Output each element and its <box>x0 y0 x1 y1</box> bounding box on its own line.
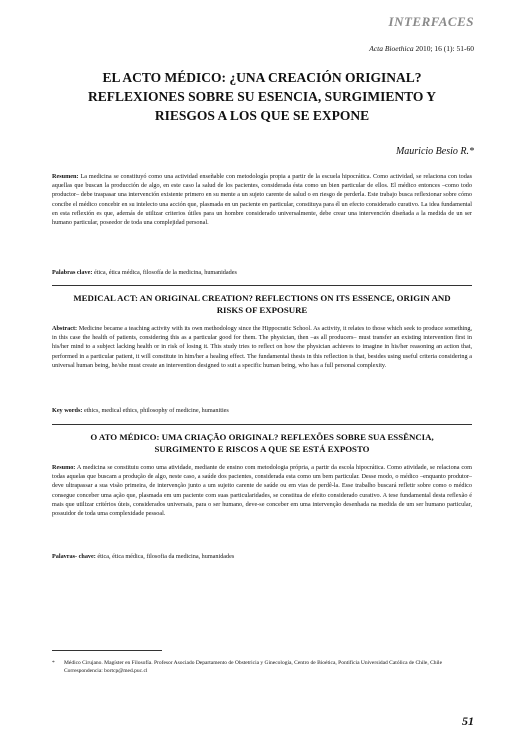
abstract-pt-title-line: O ATO MÉDICO: UMA CRIAÇÃO ORIGINAL? REFLEXÕES SOBRE SUA ESSÊNCIA, <box>90 432 434 442</box>
abstract-pt <box>52 463 472 518</box>
journal-volume: 2010; 16 (1): 51-60 <box>415 44 474 53</box>
footnote-affiliation: Médico Cirujano. Magíster en Filosofía. Profesor Asociado Departamento de Obstetricia y Ginecología, Centro de Bioética, Pontificia Universidad Católica de Chile, Chile <box>64 660 443 666</box>
journal-citation <box>369 44 474 53</box>
footnote-correspondence: Correspondencia: bortcp@med.puc.cl <box>64 668 148 675</box>
abstract-en-label: Abstract: <box>52 325 78 332</box>
keywords-pt-label: Palavras- chave: <box>52 553 96 560</box>
keywords-en-text: ethics, medical ethics, philosophy of medicine, humanities <box>83 407 229 414</box>
abstract-es <box>52 172 472 227</box>
abstract-en-title-line: MEDICAL ACT: AN ORIGINAL CREATION? REFLECTIONS ON ITS ESSENCE, ORIGIN AND <box>73 293 451 303</box>
abstract-en-title <box>70 292 454 316</box>
section-divider <box>52 424 472 425</box>
author: Mauricio Besio R.* <box>395 146 474 157</box>
article-title <box>70 68 454 125</box>
abstract-pt-text: A medicina se constituiu como uma atividade, mediante de ensino com metodologia própria, a partir da escola hipocrática. Como atividade, se relaciona com todas aquelas que buscam a produção de algo, neste caso, a saúde dos pacientes, considerada esta como um bem particular. Desse modo, o médico –enquanto produtor– deve ultrapassar a sua visão primeira, de intervenção junto a um sujeito carente de saúde ou em vias de perdê-la. Esse trabalho buscará refletir sobre como o médico consegue conceber uma ação que, plasmada em um paciente com suas particularidades, se constitua de efeito considerado curativo. A tese fundamental desta reflexão é mais que utilizar critérios úteis, considerados universais, para o ser humano, deve-se conceber em uma intervenção desenhada na medida de um ser humano particular, possuidor de toda uma complexidade pessoal. <box>52 464 472 518</box>
keywords-pt-text: ética, ética médica, filosofia da medicina, humanidades <box>97 553 235 560</box>
abstract-en-title-line: RISKS OF EXPOSURE <box>216 305 308 315</box>
article-title-line: RIESGOS A LOS QUE SE EXPONE <box>154 108 370 123</box>
abstract-pt-label: Resumo: <box>52 464 76 471</box>
section-divider <box>52 285 472 286</box>
journal-name: Acta Bioethica <box>369 44 414 53</box>
abstract-es-text: La medicina se constituyó como una actividad enseñable con metodología propia a partir de la escuela hipocrática. Como actividad, se relaciona con todas aquellas que buscan la producción de algo, en este caso la salud de los pacientes, considerada ésta como un bien particular de ellos. El médico entonces –como todo productor– debe traspasar una intervención existente primero en su mente a un sujeto carente de salud o en riesgo de perderla. Este trabajo busca reflexionar sobre cómo concibe el médico concebir en su intelecto una acción que, plasmada en un paciente en particular, constituya para él un efecto considerado curativo. La idea fundamental en esta reflexión es que, además de utilizar criterios útiles para un hombre considerado universalmente, debe crear una intervención diseñada a la medida de un ser humano particular, poseedor de toda una complejidad personal. <box>52 173 473 227</box>
keywords-en-label: Key words: <box>52 407 83 414</box>
keywords-es <box>52 268 472 277</box>
keywords-pt <box>52 552 472 561</box>
article-title-line: EL ACTO MÉDICO: ¿UNA CREACIÓN ORIGINAL? <box>102 70 422 85</box>
abstract-pt-title <box>70 431 454 455</box>
keywords-es-text: ética, ética médica, filosofía de la medicina, humanidades <box>93 269 237 276</box>
abstract-en <box>52 324 472 370</box>
section-tag: INTERFACES <box>388 14 474 29</box>
abstract-en-text: Medicine became a teaching activity with its own methodology since the Hippocratic School. As activity, it relates to those which seek to produce something, in this case the health of patients, considering this as a particular good for them. The physician, then –as all producers– must transfer an existing intervention first in his/her mind to a subject lacking health or in risk of losing it. This study tries to reflect on how the physician achieves to imagine in his/her reasoning an action that, performed in a particular patient, it will constitute in him/her a healing effect. The fundamental thesis in this reflection is that, besides using useful criteria considering a universal human being, he/she must create an intervention designed to suit a specific human being, who has a full personal complexity. <box>52 325 473 369</box>
keywords-es-label: Palabras clave: <box>52 269 93 276</box>
footnote-marker: * <box>52 660 55 666</box>
abstract-es-label: Resumen: <box>52 173 79 180</box>
keywords-en <box>52 406 472 415</box>
abstract-pt-title-line: SURGIMENTO E RISCOS A QUE SE ESTÁ EXPOSTO <box>154 444 370 454</box>
footnote <box>52 659 472 675</box>
page-number: 51 <box>462 714 474 728</box>
article-title-line: REFLEXIONES SOBRE SU ESENCIA, SURGIMIENTO Y <box>87 89 437 104</box>
footnote-divider <box>52 650 162 651</box>
